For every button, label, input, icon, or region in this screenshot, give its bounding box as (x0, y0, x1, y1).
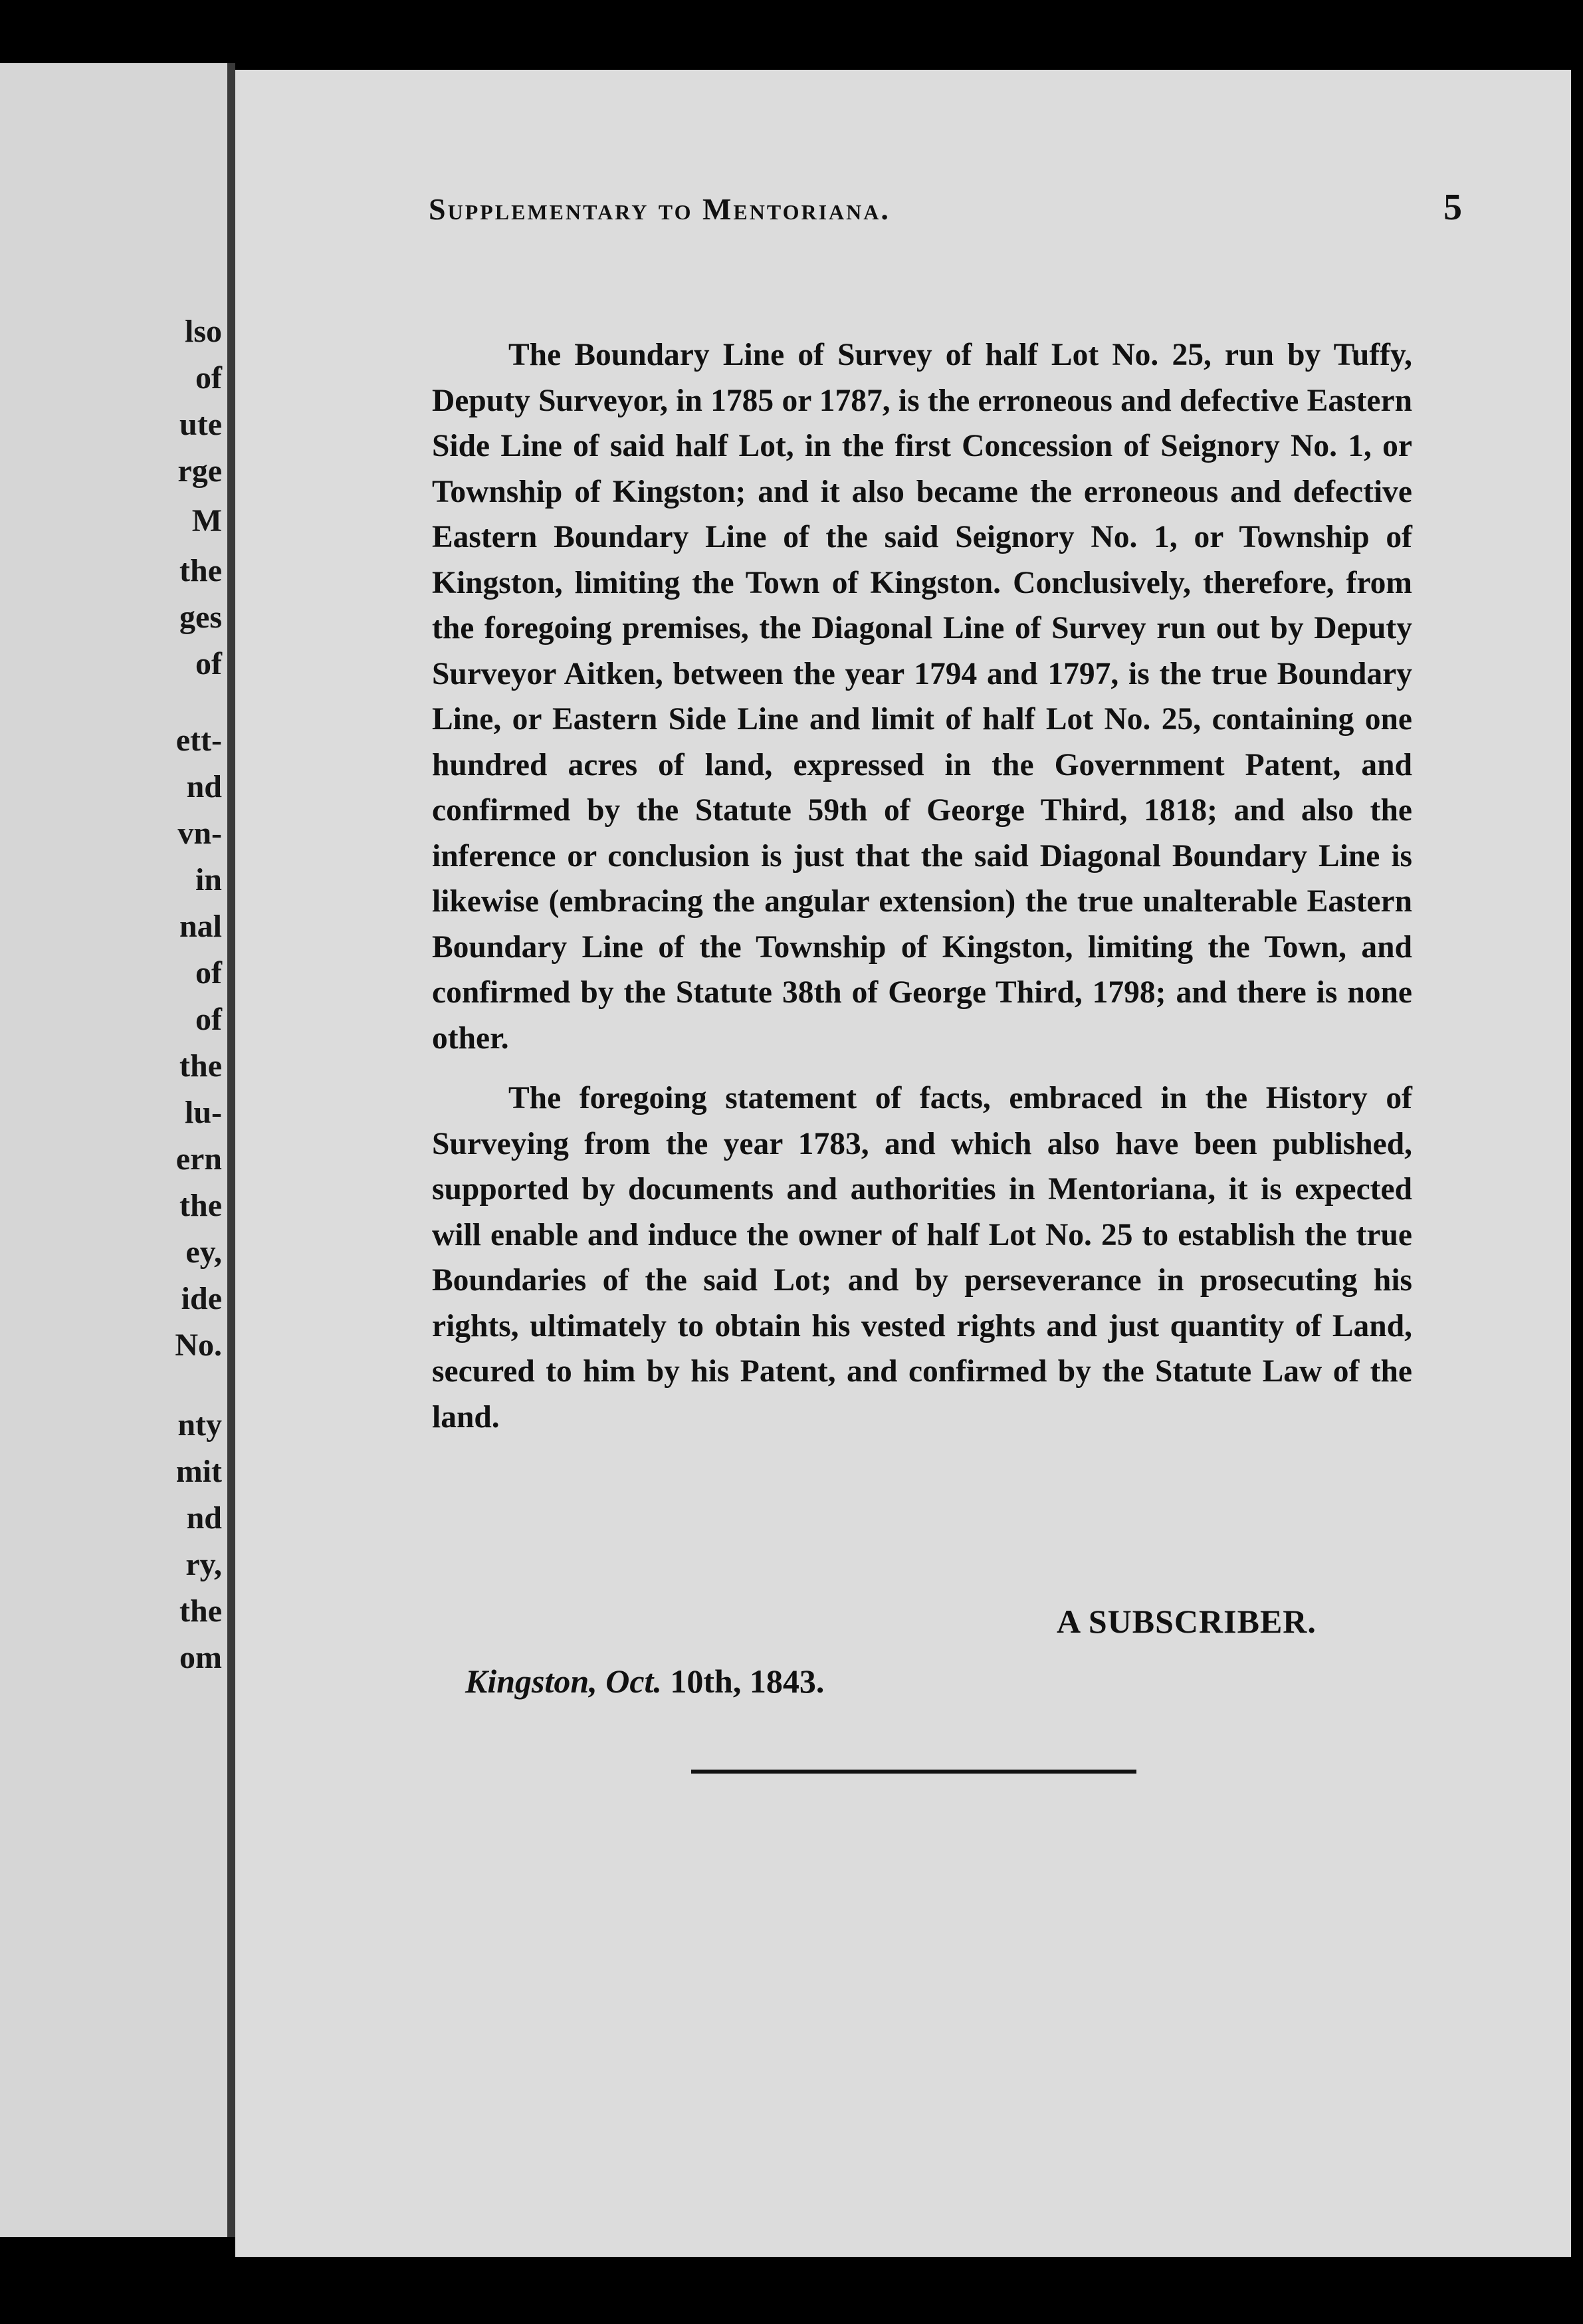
left-page-fragment: of (195, 646, 222, 681)
paragraph: The Boundary Line of Survey of half Lot No. 25, run by Tuffy, Deputy Surveyor, in 1785 or 1787, is the erroneous and defective Eastern Side Line of said half Lot, in the first Concession of Seignory No. 1, or Township of Kingston; and it also became the erroneous and defective Eastern Boundary Line of the said Seignory No. 1, or Township of Kingston, limiting the Town of Kingston. Conclusively, therefore, from the foregoing premises, the Diagonal Line of Survey run out by Deputy Surveyor Aitken, between the year 1794 and 1797, is the true Boundary Line, or Eastern Side Line and limit of half Lot No. 25, containing one hundred acres of land, expressed in the Government Patent, and confirmed by the Statute 59th of George Third, 1818; and also the inference or conclusion is just that the said Diagonal Boundary Line is likewise (embracing the angular extension) the true unalterable Eastern Boundary Line of the Township of Kingston, limiting the Town, and confirmed by the Statute 38th of George Third, 1798; and there is none other. (432, 338, 1412, 1056)
left-page-fragment: of (195, 955, 222, 990)
left-page-fragment: of (195, 360, 222, 396)
left-page-fragment: the (179, 553, 222, 588)
dateline (465, 1662, 824, 1700)
left-page-fragment: ges (179, 600, 222, 635)
left-page-fragment: rge (177, 453, 222, 489)
left-page-fragment: the (179, 1048, 222, 1084)
closing-rule (691, 1770, 1136, 1774)
left-page-fragment: the (179, 1188, 222, 1223)
left-page-fragment: nal (179, 909, 222, 944)
left-page-fragment: of (195, 1002, 222, 1037)
body-text (432, 332, 1412, 1440)
left-page-fragment: ute (179, 407, 222, 442)
left-page-fragment: nty (177, 1407, 222, 1443)
left-page-fragment: nd (186, 769, 222, 804)
left-page-fragment: lu- (184, 1095, 222, 1130)
left-facing-page (0, 63, 227, 2237)
left-page-fragment: om (179, 1640, 222, 1675)
left-page-fragment: vn- (177, 816, 222, 851)
dateline-place: Kingston, Oct. (465, 1663, 662, 1700)
left-page-fragment: mit (175, 1454, 222, 1489)
left-page-fragment: lso (184, 314, 222, 349)
running-head: Supplementary to Mentoriana. (429, 192, 891, 226)
paragraph: The foregoing statement of facts, embraced in the History of Surveying from the year 1783, and which also have been published, supported by documents and authorities in Mentoriana, it is expected will enable and induce the owner of half Lot No. 25 to establish the true Boundaries of the said Lot; and by perseverance in prosecuting his rights, ultimately to obtain his vested rights and just quantity of Land, secured to him by his Patent, and confirmed by the Statute Law of the land. (432, 1081, 1412, 1435)
left-page-fragment: ett- (175, 723, 222, 758)
signature: A SUBSCRIBER. (1057, 1603, 1317, 1640)
left-page-fragment: ern (175, 1141, 222, 1177)
left-page-fragment: the (179, 1593, 222, 1629)
left-page-fragment: in (195, 862, 222, 897)
page-number: 5 (1443, 187, 1462, 228)
dateline-date: 10th, 1843. (670, 1663, 825, 1700)
left-page-fragment: nd (186, 1500, 222, 1536)
left-page-fragment: No. (175, 1328, 222, 1363)
page-header (429, 186, 1462, 229)
page-gutter (227, 63, 235, 2237)
left-page-fragment: ide (181, 1281, 222, 1316)
left-page-fragment: ey, (185, 1234, 222, 1270)
left-page-fragment: ry, (185, 1547, 222, 1582)
left-page-fragment: M (191, 503, 222, 538)
